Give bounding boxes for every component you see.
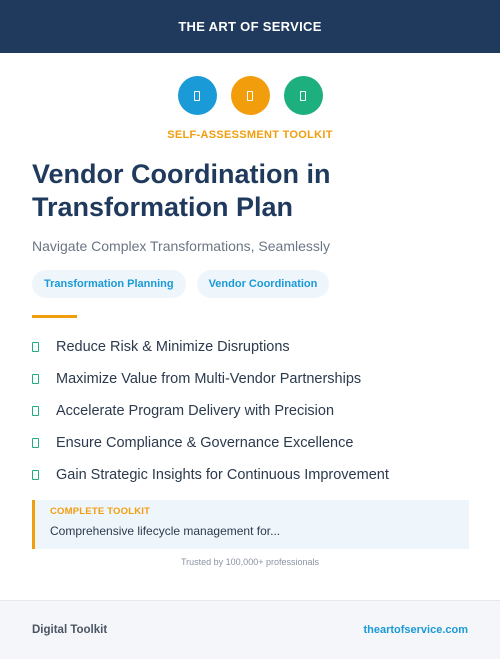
list-item: Gain Strategic Insights for Continuous Improvement bbox=[32, 459, 472, 491]
list-item: Accelerate Program Delivery with Precision bbox=[32, 395, 472, 427]
check-icon bbox=[32, 470, 39, 480]
check-icon bbox=[32, 374, 39, 384]
trust-note: Trusted by 100,000+ professionals bbox=[180, 557, 319, 567]
list-item: Ensure Compliance & Governance Excellence bbox=[32, 427, 472, 459]
list-item: Maximize Value from Multi-Vendor Partnerships bbox=[32, 363, 472, 395]
footer-link[interactable]: theartofservice.com bbox=[363, 624, 468, 636]
accent-divider bbox=[32, 315, 77, 318]
brand-title: THE ART OF SERVICE bbox=[178, 19, 322, 34]
page-subtitle: Navigate Complex Transformations, Seamlessly bbox=[32, 238, 331, 254]
check-icon bbox=[32, 438, 39, 448]
footer bbox=[0, 600, 500, 659]
check-icon bbox=[32, 342, 39, 352]
callout-label: COMPLETE TOOLKIT bbox=[50, 506, 151, 517]
toolkit-callout bbox=[32, 500, 469, 549]
tag-transformation-planning: Transformation Planning bbox=[32, 270, 186, 298]
toolkit-eyebrow: SELF-ASSESSMENT TOOLKIT bbox=[167, 129, 333, 141]
document-icon bbox=[178, 76, 217, 115]
list-item: Reduce Risk & Minimize Disruptions bbox=[32, 331, 472, 363]
callout-text: Comprehensive lifecycle management for... bbox=[50, 524, 281, 538]
check-icon bbox=[32, 406, 39, 416]
top-banner bbox=[0, 0, 500, 53]
footer-label: Digital Toolkit bbox=[32, 624, 108, 636]
tag-vendor-coordination: Vendor Coordination bbox=[197, 270, 330, 298]
benefit-list bbox=[32, 331, 472, 491]
document-icon bbox=[284, 76, 323, 115]
page-title: Vendor Coordination in Transformation Plan bbox=[32, 159, 331, 222]
tag-list bbox=[32, 270, 329, 298]
document-icon bbox=[231, 76, 270, 115]
icon-row bbox=[0, 76, 500, 115]
